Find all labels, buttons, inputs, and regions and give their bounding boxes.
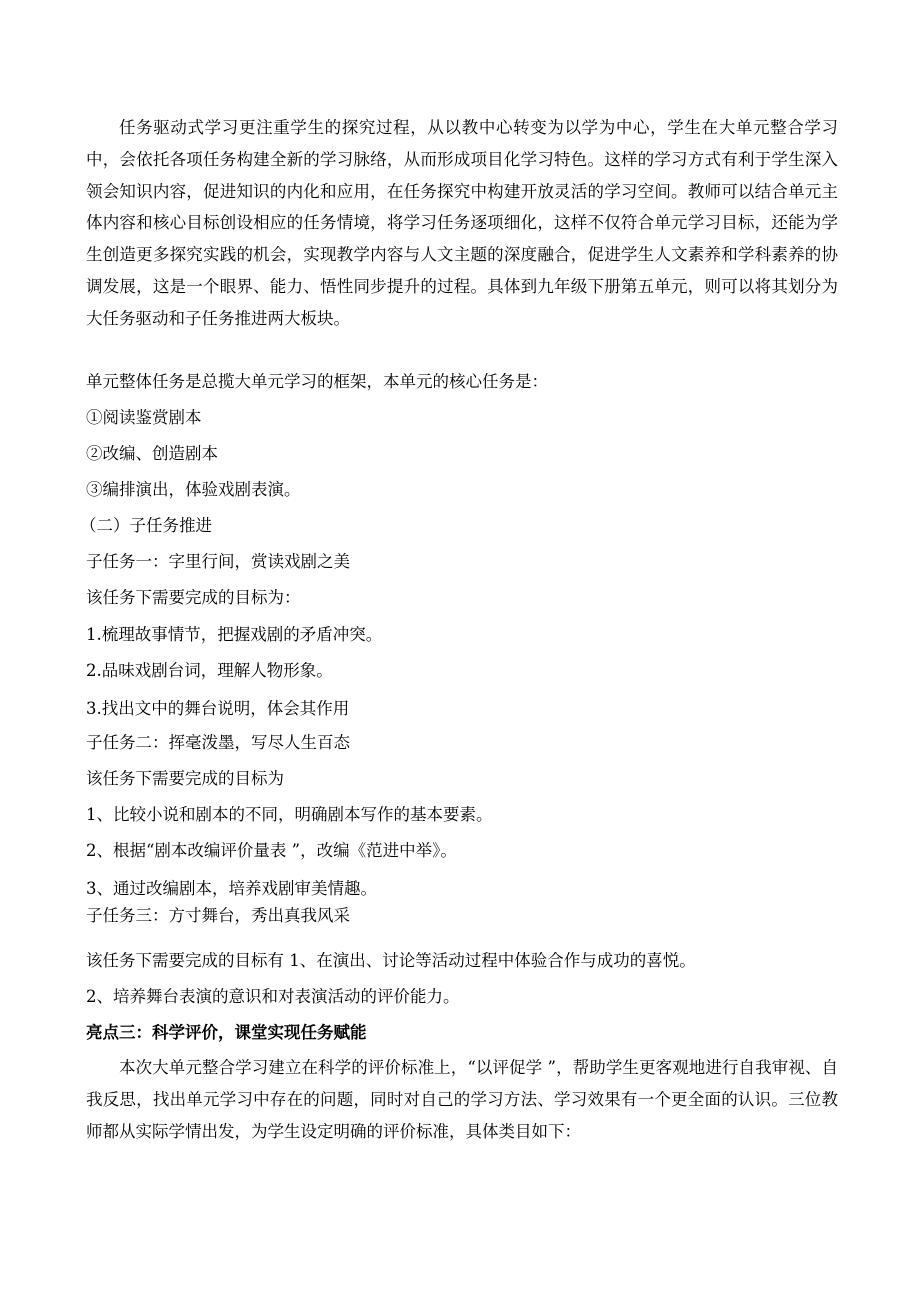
subtask-3-goal-1: 该任务下需要完成的目标有 1、在演出、讨论等活动过程中体验合作与成功的喜悦。 (86, 951, 696, 970)
subtask-section-heading: （二）子任务推进 (80, 516, 212, 535)
intro-paragraph: 任务驱动式学习更注重学生的探究过程，从以教中心转变为以学为中心，学生在大单元整合学习中，会依托各项任务构建全新的学习脉络，从而形成项目化学习特色。这样的学习方式有利于学生深入领会知识内容，促进知识的内化和应用，在任务探究中构建开放灵活的学习空间。教师可以结合单元主体内容和核心目标创设相应的任务情境，将学习任务逐项细化，这样不仅符合单元学习目标，还能为学生创造更多探究实践的机会，实现教学内容与人文主题的深度融合，促进学生人文素养和学科素养的协调发展，这是一个眼界、能力、悟性同步提升的过程。具体到九年级下册第五单元，则可以将其划分为大任务驱动和子任务推进两大板块。 (86, 118, 838, 328)
subtask-3-title: 子任务三：方寸舞台，秀出真我风采 (86, 906, 350, 925)
core-task-2: ②改编、创造剧本 (86, 444, 218, 463)
subtask-1-goal-intro: 该任务下需要完成的目标为： (86, 588, 301, 607)
closing-paragraph: 本次大单元整合学习建立在科学的评价标准上，“以评促学 ”，帮助学生更客观地进行自我审视、自我反思，找出单元学习中存在的问题，同时对自己的学习方法、学习效果有一个更全面的认识。三位教师都从实际学情出发，为学生设定明确的评价标准，具体类目如下： (86, 1058, 838, 1141)
core-task-3: ③编排演出，体验戏剧表演。 (86, 480, 301, 499)
subtask-2-goal-3: 3、通过改编剧本，培养戏剧审美情趣。 (86, 879, 377, 898)
subtask-2-goal-2: 2、根据“剧本改编评价量表 ”，改编《范进中举》。 (86, 841, 457, 860)
subtask-2-goal-intro: 该任务下需要完成的目标为 (86, 769, 284, 788)
core-task-1: ①阅读鉴赏剧本 (86, 408, 202, 427)
highlight-three-heading: 亮点三：科学评价，课堂实现任务赋能 (86, 1023, 367, 1042)
subtask-1-goal-3: 3.找出文中的舞台说明，体会其作用 (86, 699, 350, 718)
unit-task-intro: 单元整体任务是总揽大单元学习的框架，本单元的核心任务是： (86, 372, 548, 391)
subtask-1-goal-2: 2.品味戏剧台词，理解人物形象。 (86, 661, 333, 680)
subtask-3-goal-2: 2、培养舞台表演的意识和对表演活动的评价能力。 (86, 987, 460, 1006)
subtask-2-title: 子任务二：挥毫泼墨，写尽人生百态 (86, 733, 350, 752)
subtask-1-goal-1: 1.梳理故事情节，把握戏剧的矛盾冲突。 (86, 625, 383, 644)
subtask-2-goal-1: 1、比较小说和剧本的不同，明确剧本写作的基本要素。 (86, 805, 493, 824)
subtask-1-title: 子任务一：字里行间，赏读戏剧之美 (86, 552, 350, 571)
